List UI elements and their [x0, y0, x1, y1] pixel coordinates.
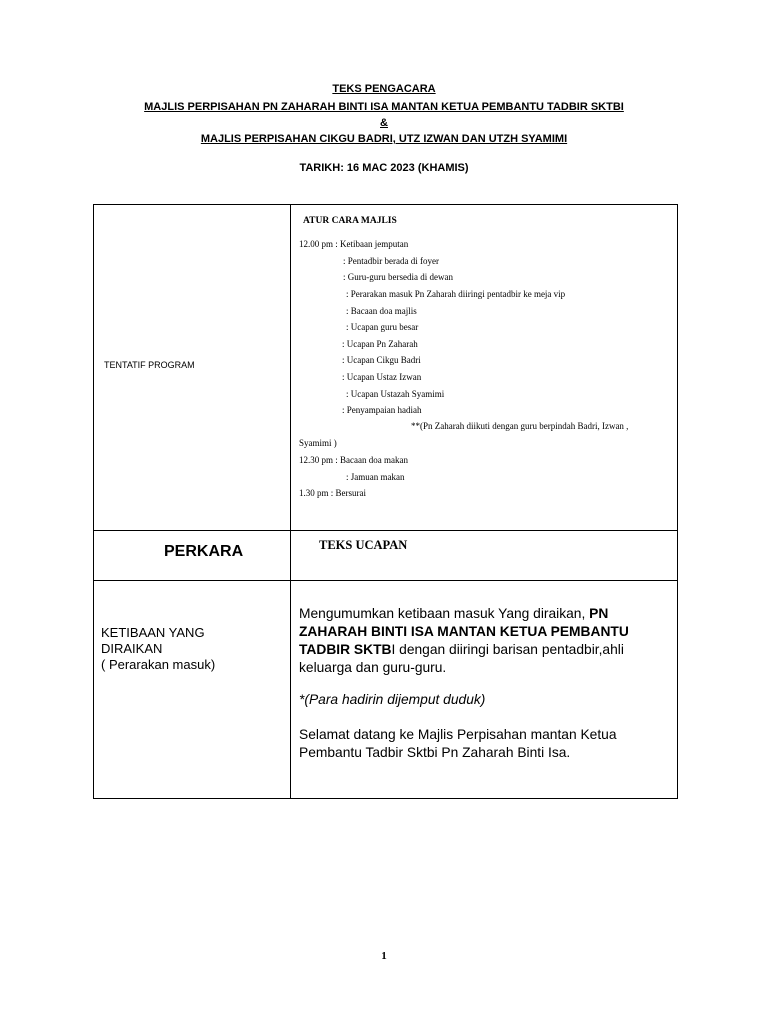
honoree-name: PN ZAHARAH BINTI ISA MANTAN KETUA PEMBANTU TADBIR SKTB — [299, 606, 629, 657]
announcement-text: Mengumumkan ketibaan masuk Yang diraikan, — [299, 606, 590, 621]
perarakan-note: ( Perarakan masuk) — [101, 657, 216, 672]
tentatif-cell — [94, 205, 291, 531]
doc-title: TEKS PENGACARA — [332, 83, 436, 95]
seating-note: *(Para hadirin dijemput duduk) — [299, 692, 486, 707]
atur-cara-title: ATUR CARA MAJLIS — [303, 216, 397, 226]
teks-ucapan-header: TEKS UCAPAN — [319, 538, 408, 552]
schedule-item: : Perarakan masuk Pn Zaharah diiringi pentadbir ke meja vip — [346, 289, 566, 299]
schedule-item: : Ucapan Ustazah Syamimi — [346, 389, 445, 399]
ketibaan-line: KETIBAAN YANG — [101, 625, 205, 640]
page-number: 1 — [381, 950, 387, 962]
schedule-item: : Guru-guru bersedia di dewan — [343, 272, 453, 282]
schedule-item: : Ucapan Ustaz Izwan — [342, 372, 422, 382]
schedule-item: 12.30 pm : Bacaan doa makan — [299, 455, 408, 465]
ketibaan-label — [101, 625, 215, 673]
schedule-item: : Jamuan makan — [346, 472, 405, 482]
event-title-2: MAJLIS PERPISAHAN CIKGU BADRI, UTZ IZWAN DAN UTZH SYAMIMI — [200, 133, 568, 145]
event-date: TARIKH: 16 MAC 2023 (KHAMIS) — [299, 162, 469, 174]
teks-ucapan-header-cell — [291, 531, 678, 581]
speech-cell — [291, 581, 678, 799]
schedule-item: : Ucapan Cikgu Badri — [342, 355, 421, 365]
atur-cara-cell — [291, 205, 678, 531]
schedule-item: : Pentadbir berada di foyer — [343, 256, 439, 266]
welcome-paragraph: Selamat datang ke Majlis Perpisahan mantan Ketua Pembantu Tadbir Sktbi Pn Zaharah Binti Isa. — [299, 727, 617, 760]
schedule-item: : Penyampaian hadiah — [342, 405, 422, 415]
schedule-item: 1.30 pm : Bersurai — [299, 488, 366, 498]
program-table — [93, 204, 678, 799]
announcement-text-end: I dengan diiringi barisan pentadbir,ahli keluarga dan guru-guru. — [299, 642, 624, 675]
schedule-item: : Bacaan doa majlis — [346, 306, 417, 316]
perkara-header: PERKARA — [164, 543, 244, 560]
schedule-note: Syamimi ) — [299, 438, 337, 448]
speech-text — [299, 605, 671, 762]
item-cell — [94, 581, 291, 799]
announcement-paragraph — [299, 605, 671, 677]
event-title-1: MAJLIS PERPISAHAN PN ZAHARAH BINTI ISA MANTAN KETUA PEMBANTU TADBIR SKTBI — [144, 101, 624, 113]
schedule-note: **(Pn Zaharah diikuti dengan guru berpindah Badri, Izwan , — [411, 421, 629, 431]
schedule-item: 12.00 pm : Ketibaan jemputan — [299, 239, 409, 249]
ketibaan-line: DIRAIKAN — [101, 641, 163, 656]
tentatif-label: TENTATIF PROGRAM — [104, 360, 195, 370]
perkara-header-cell — [94, 531, 291, 581]
ampersand: & — [380, 117, 388, 129]
schedule-item: : Ucapan Pn Zaharah — [342, 339, 418, 349]
schedule-item: : Ucapan guru besar — [346, 322, 419, 332]
